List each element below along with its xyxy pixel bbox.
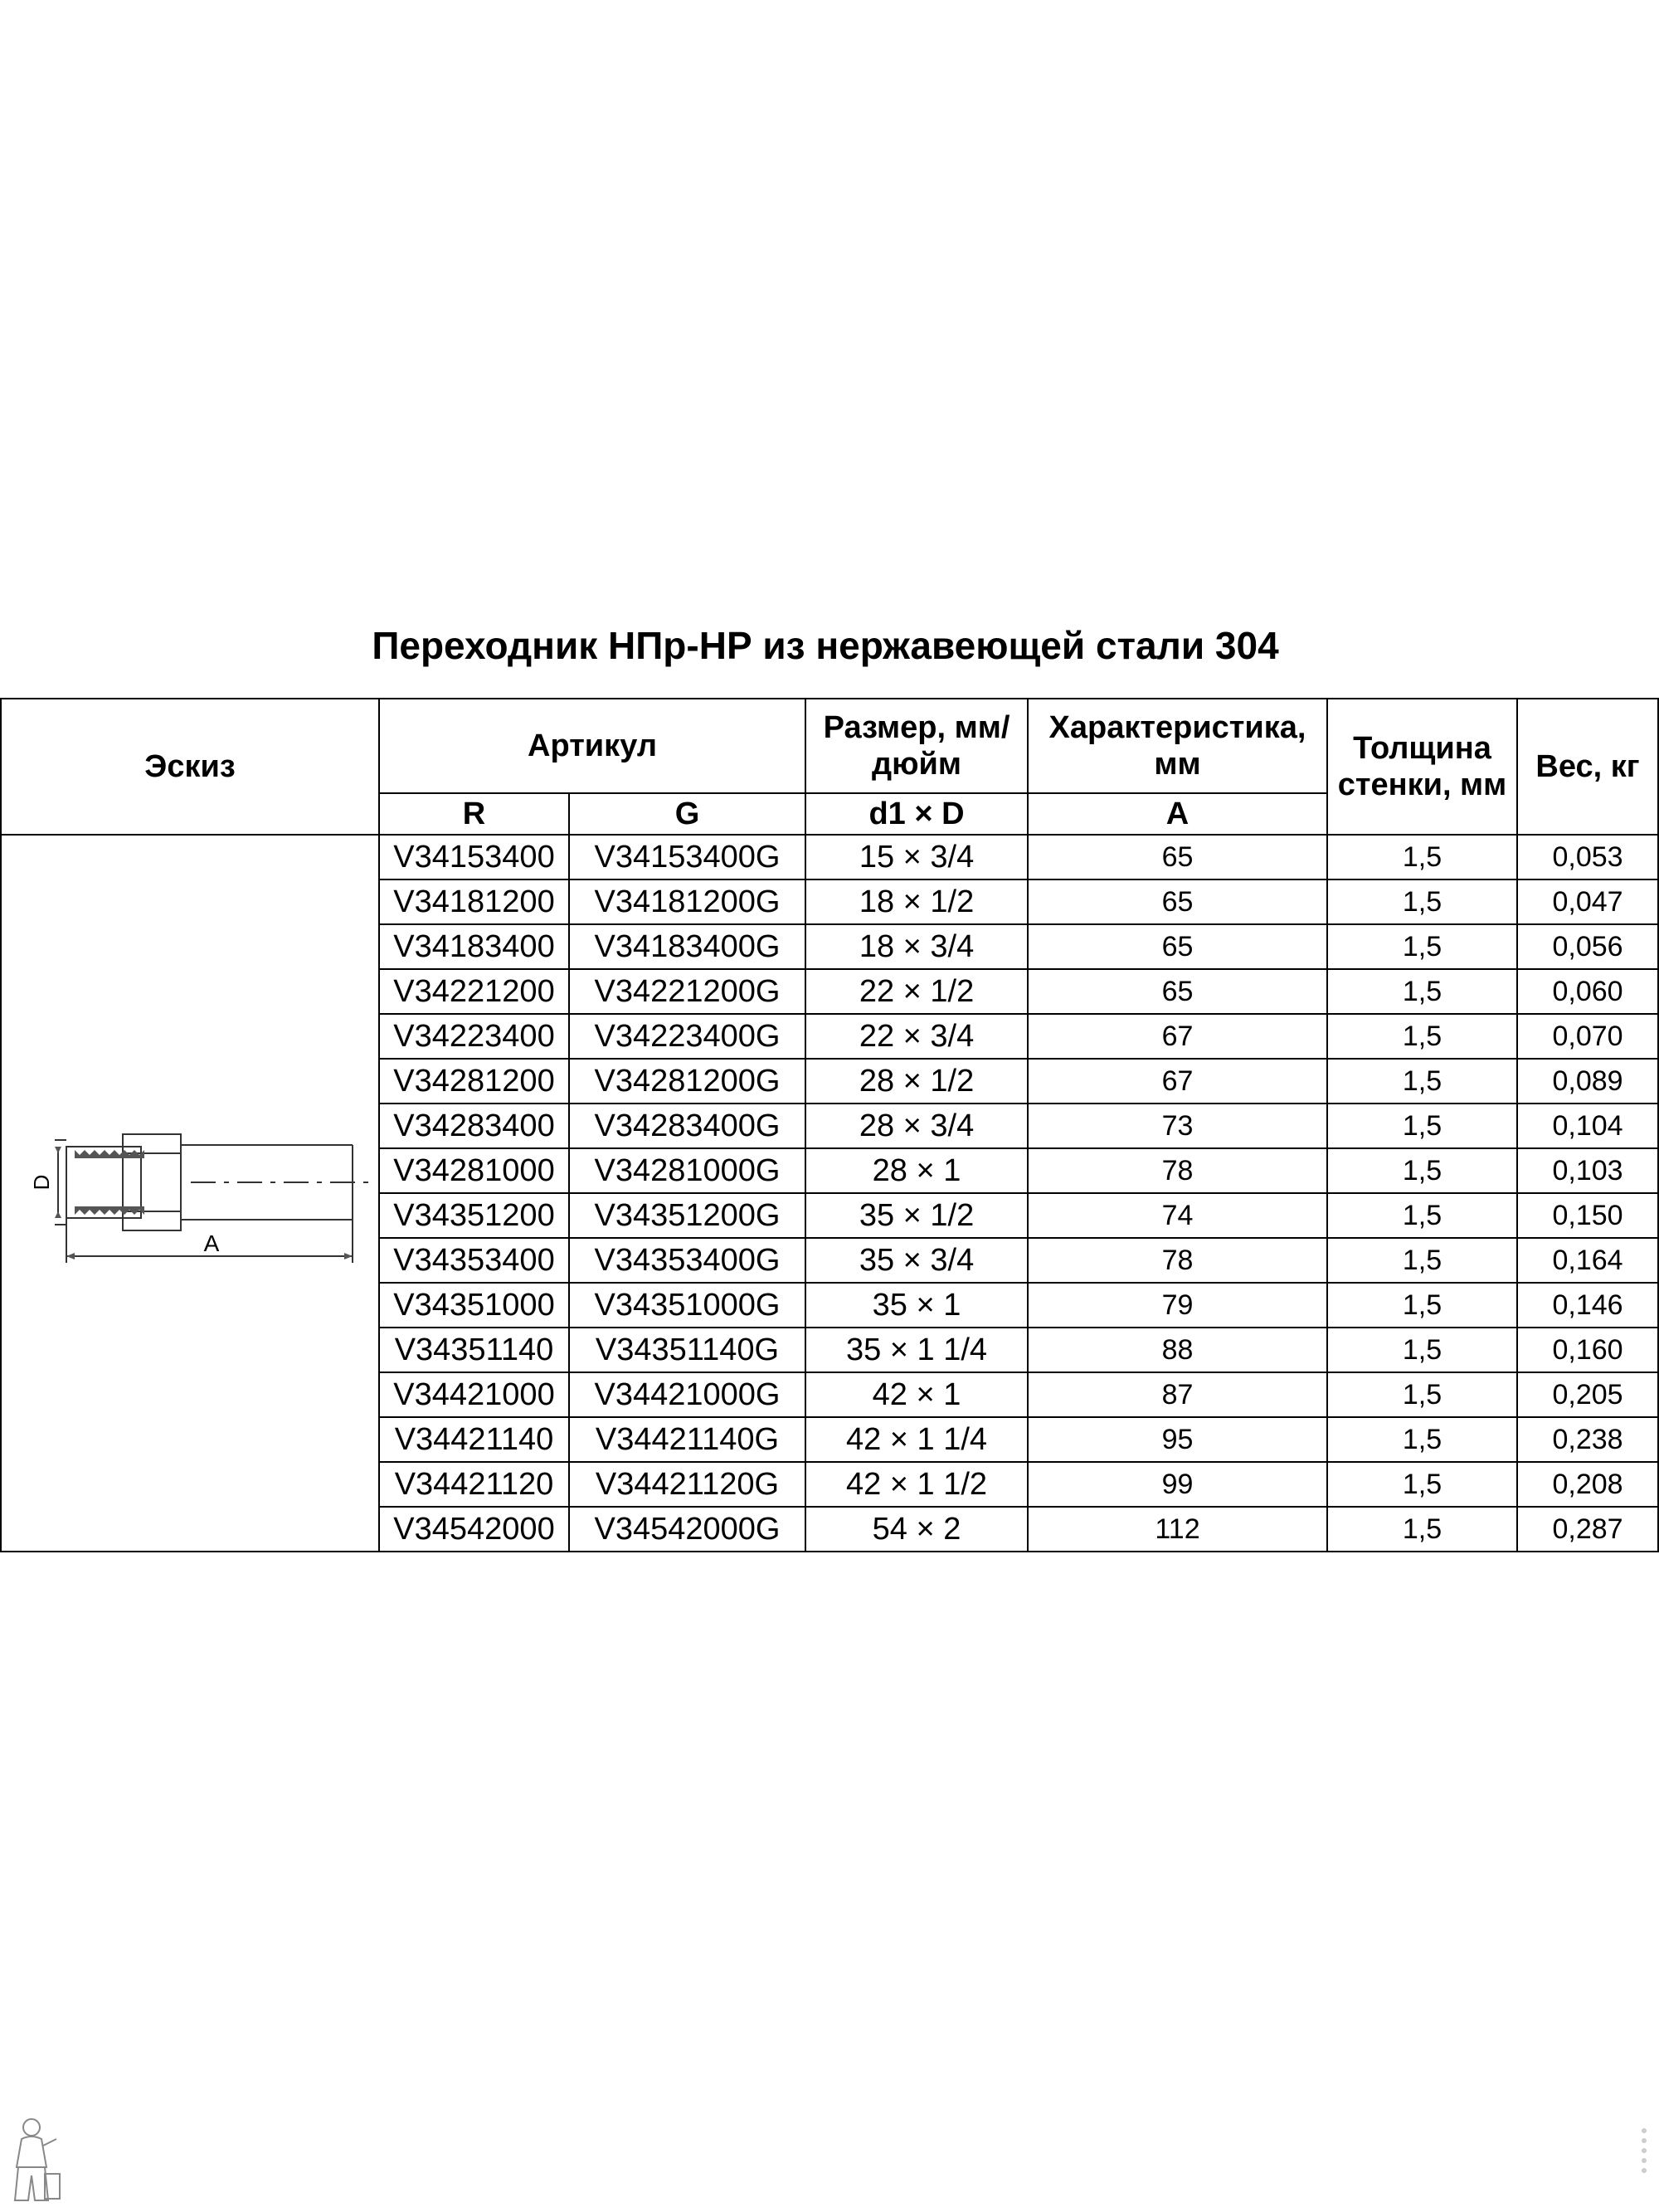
article-g-cell: V34221200G bbox=[569, 969, 805, 1014]
article-g-cell: V34281000G bbox=[569, 1148, 805, 1193]
weight-cell: 0,160 bbox=[1517, 1328, 1658, 1372]
header-wall: Толщина стенки, мм bbox=[1327, 699, 1517, 835]
characteristic-cell: 95 bbox=[1028, 1417, 1327, 1462]
characteristic-cell: 65 bbox=[1028, 969, 1327, 1014]
table-body bbox=[1, 835, 1658, 1552]
characteristic-cell: 74 bbox=[1028, 1193, 1327, 1238]
wall-cell: 1,5 bbox=[1327, 1014, 1517, 1059]
header-size-sub: d1 × D bbox=[805, 793, 1028, 835]
wall-cell: 1,5 bbox=[1327, 1104, 1517, 1148]
weight-cell: 0,060 bbox=[1517, 969, 1658, 1014]
wall-cell: 1,5 bbox=[1327, 1193, 1517, 1238]
article-r-cell: V34421000 bbox=[379, 1372, 569, 1417]
characteristic-cell: 88 bbox=[1028, 1328, 1327, 1372]
article-r-cell: V34181200 bbox=[379, 879, 569, 924]
header-weight: Вес, кг bbox=[1517, 699, 1658, 835]
wall-cell: 1,5 bbox=[1327, 1283, 1517, 1328]
watermark-mark bbox=[1636, 2124, 1652, 2174]
characteristic-cell: 78 bbox=[1028, 1148, 1327, 1193]
article-r-cell: V34153400 bbox=[379, 835, 569, 879]
weight-cell: 0,070 bbox=[1517, 1014, 1658, 1059]
wall-cell: 1,5 bbox=[1327, 1148, 1517, 1193]
wall-cell: 1,5 bbox=[1327, 1372, 1517, 1417]
weight-cell: 0,164 bbox=[1517, 1238, 1658, 1283]
size-cell: 22 × 3/4 bbox=[805, 1014, 1028, 1059]
weight-cell: 0,103 bbox=[1517, 1148, 1658, 1193]
article-g-cell: V34421000G bbox=[569, 1372, 805, 1417]
table-row bbox=[1, 835, 1658, 879]
wall-cell: 1,5 bbox=[1327, 1238, 1517, 1283]
article-g-cell: V34153400G bbox=[569, 835, 805, 879]
article-g-cell: V34183400G bbox=[569, 924, 805, 969]
size-cell: 35 × 1 1/4 bbox=[805, 1328, 1028, 1372]
size-cell: 28 × 3/4 bbox=[805, 1104, 1028, 1148]
article-r-cell: V34421140 bbox=[379, 1417, 569, 1462]
article-g-cell: V34542000G bbox=[569, 1507, 805, 1552]
characteristic-cell: 65 bbox=[1028, 879, 1327, 924]
article-g-cell: V34351000G bbox=[569, 1283, 805, 1328]
article-g-cell: V34283400G bbox=[569, 1104, 805, 1148]
article-g-cell: V34353400G bbox=[569, 1238, 805, 1283]
size-cell: 42 × 1 1/2 bbox=[805, 1462, 1028, 1507]
spec-table bbox=[0, 698, 1659, 1552]
size-cell: 28 × 1 bbox=[805, 1148, 1028, 1193]
wall-cell: 1,5 bbox=[1327, 969, 1517, 1014]
article-g-cell: V34421120G bbox=[569, 1462, 805, 1507]
header-article: Артикул bbox=[379, 699, 805, 793]
article-g-cell: V34421140G bbox=[569, 1417, 805, 1462]
characteristic-cell: 65 bbox=[1028, 835, 1327, 879]
weight-cell: 0,104 bbox=[1517, 1104, 1658, 1148]
size-cell: 35 × 1/2 bbox=[805, 1193, 1028, 1238]
weight-cell: 0,053 bbox=[1517, 835, 1658, 879]
weight-cell: 0,208 bbox=[1517, 1462, 1658, 1507]
article-r-cell: V34353400 bbox=[379, 1238, 569, 1283]
size-cell: 35 × 1 bbox=[805, 1283, 1028, 1328]
article-r-cell: V34542000 bbox=[379, 1507, 569, 1552]
wall-cell: 1,5 bbox=[1327, 1328, 1517, 1372]
characteristic-cell: 78 bbox=[1028, 1238, 1327, 1283]
weight-cell: 0,047 bbox=[1517, 879, 1658, 924]
characteristic-cell: 87 bbox=[1028, 1372, 1327, 1417]
fitting-sketch bbox=[25, 1113, 373, 1263]
size-cell: 15 × 3/4 bbox=[805, 835, 1028, 879]
article-r-cell: V34351200 bbox=[379, 1193, 569, 1238]
characteristic-cell: 65 bbox=[1028, 924, 1327, 969]
weight-cell: 0,238 bbox=[1517, 1417, 1658, 1462]
size-cell: 18 × 3/4 bbox=[805, 924, 1028, 969]
article-r-cell: V34421120 bbox=[379, 1462, 569, 1507]
wall-cell: 1,5 bbox=[1327, 1059, 1517, 1104]
characteristic-cell: 112 bbox=[1028, 1507, 1327, 1552]
size-cell: 42 × 1 bbox=[805, 1372, 1028, 1417]
weight-cell: 0,056 bbox=[1517, 924, 1658, 969]
size-cell: 28 × 1/2 bbox=[805, 1059, 1028, 1104]
weight-cell: 0,205 bbox=[1517, 1372, 1658, 1417]
characteristic-cell: 73 bbox=[1028, 1104, 1327, 1148]
plumber-logo bbox=[7, 2116, 65, 2207]
header-size: Размер, мм/дюйм bbox=[805, 699, 1028, 793]
sketch-cell bbox=[1, 835, 379, 1552]
wall-cell: 1,5 bbox=[1327, 924, 1517, 969]
sketch-label-a: A bbox=[203, 1230, 220, 1256]
article-g-cell: V34281200G bbox=[569, 1059, 805, 1104]
article-r-cell: V34281000 bbox=[379, 1148, 569, 1193]
article-g-cell: V34181200G bbox=[569, 879, 805, 924]
wall-cell: 1,5 bbox=[1327, 1507, 1517, 1552]
article-r-cell: V34283400 bbox=[379, 1104, 569, 1148]
size-cell: 18 × 1/2 bbox=[805, 879, 1028, 924]
article-r-cell: V34351140 bbox=[379, 1328, 569, 1372]
weight-cell: 0,150 bbox=[1517, 1193, 1658, 1238]
characteristic-cell: 79 bbox=[1028, 1283, 1327, 1328]
size-cell: 35 × 3/4 bbox=[805, 1238, 1028, 1283]
article-r-cell: V34223400 bbox=[379, 1014, 569, 1059]
article-r-cell: V34183400 bbox=[379, 924, 569, 969]
wall-cell: 1,5 bbox=[1327, 1417, 1517, 1462]
page-title: Переходник НПр-НР из нержавеющей стали 304 bbox=[372, 624, 1279, 667]
size-cell: 54 × 2 bbox=[805, 1507, 1028, 1552]
weight-cell: 0,287 bbox=[1517, 1507, 1658, 1552]
sketch-label-d: D bbox=[29, 1174, 54, 1191]
characteristic-cell: 67 bbox=[1028, 1014, 1327, 1059]
wall-cell: 1,5 bbox=[1327, 1462, 1517, 1507]
header-characteristic-sub: A bbox=[1028, 793, 1327, 835]
weight-cell: 0,089 bbox=[1517, 1059, 1658, 1104]
wall-cell: 1,5 bbox=[1327, 879, 1517, 924]
size-cell: 42 × 1 1/4 bbox=[805, 1417, 1028, 1462]
article-r-cell: V34221200 bbox=[379, 969, 569, 1014]
weight-cell: 0,146 bbox=[1517, 1283, 1658, 1328]
article-g-cell: V34223400G bbox=[569, 1014, 805, 1059]
header-article-r: R bbox=[379, 793, 569, 835]
characteristic-cell: 99 bbox=[1028, 1462, 1327, 1507]
table-header bbox=[1, 699, 1658, 835]
wall-cell: 1,5 bbox=[1327, 835, 1517, 879]
header-article-g: G bbox=[569, 793, 805, 835]
header-characteristic: Характеристика, мм bbox=[1028, 699, 1327, 793]
article-r-cell: V34281200 bbox=[379, 1059, 569, 1104]
characteristic-cell: 67 bbox=[1028, 1059, 1327, 1104]
article-r-cell: V34351000 bbox=[379, 1283, 569, 1328]
article-g-cell: V34351140G bbox=[569, 1328, 805, 1372]
article-g-cell: V34351200G bbox=[569, 1193, 805, 1238]
header-sketch: Эскиз bbox=[1, 699, 379, 835]
size-cell: 22 × 1/2 bbox=[805, 969, 1028, 1014]
